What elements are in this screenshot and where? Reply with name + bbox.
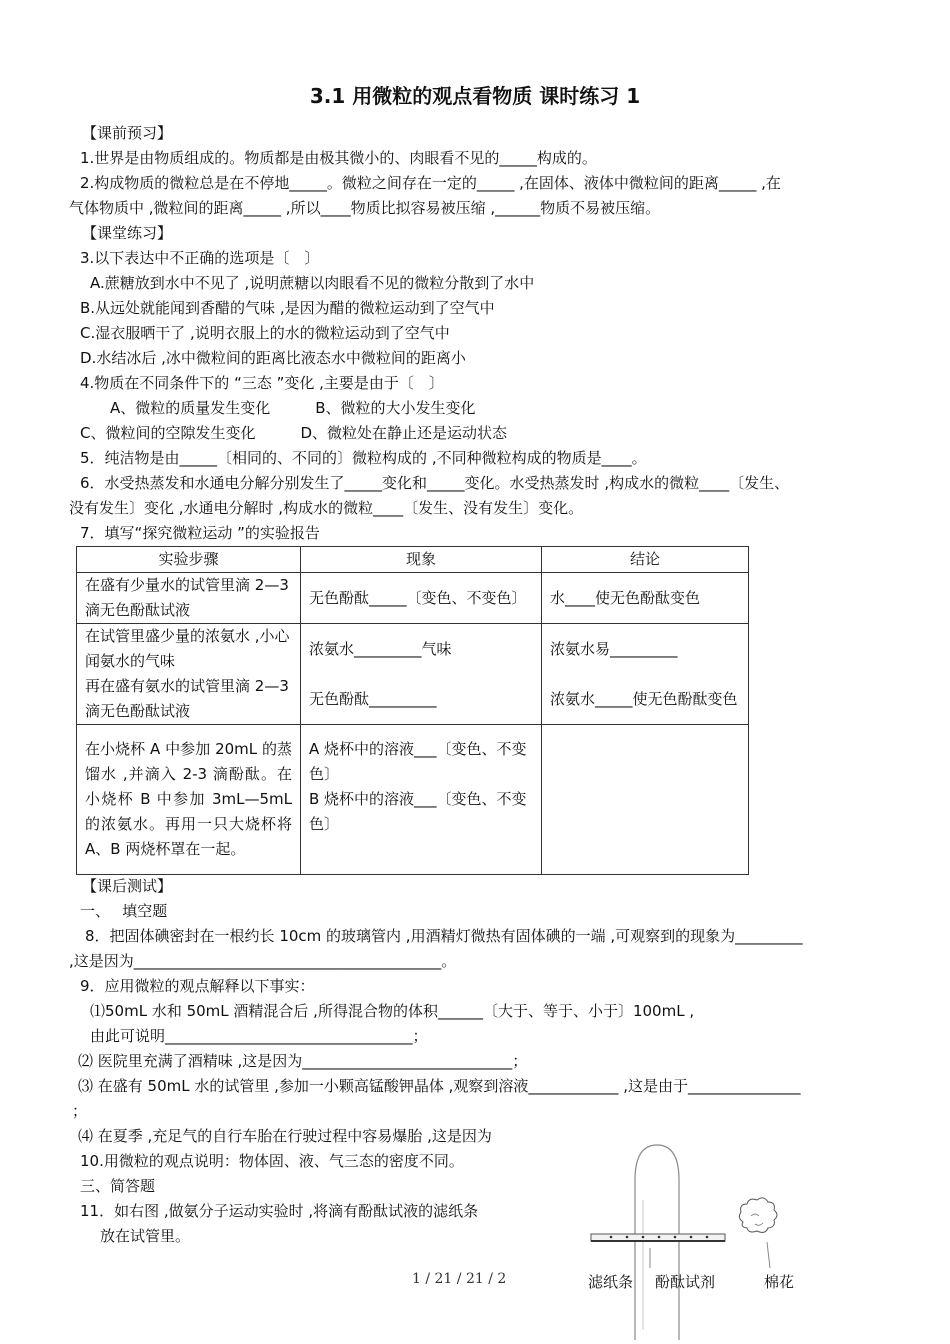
table-cell: 水____使无色酚酞变色 [542,573,749,624]
question-8-line-2: ,这是因为_________________________________________。 [69,952,457,970]
question-4: 4.物质在不同条件下的 “三态 ”变化 ,主要是由于〔 〕 [80,374,444,392]
phenolphthalein-drop [674,1236,677,1239]
question-5: 5．纯洁物是由_____〔相同的、不同的〕微粒构成的 ,不同种微粒构成的物质是____。 [80,449,647,467]
table-row [77,573,749,624]
table-row [77,624,749,725]
question-9-1-line-1: ⑴50mL 水和 50mL 酒精混合后 ,所得混合物的体积______〔大于、等于、小于〕100mL , [90,1002,695,1020]
question-9-1-line-2: 由此可说明_________________________________； [90,1027,428,1045]
label-phenolphthalein: 酚酞试剂 [655,1273,716,1291]
section-header-post: 【课后测试】 [82,877,173,895]
experiment-report-table [76,546,749,875]
phenolphthalein-drop [706,1236,709,1239]
question-9-4: ⑷ 在夏季 ,充足气的自行车胎在行驶过程中容易爆胎 ,这是因为 [78,1127,492,1145]
table-header: 结论 [542,547,749,573]
table-cell [542,624,749,725]
table-cell-text: 浓氨水易_________ [550,639,678,658]
phenolphthalein-drop [690,1236,693,1239]
table-cell: 在盛有少量水的试管里滴 2—3 滴无色酚酞试液 [77,573,301,624]
table-cell: 无色酚酞_____〔变色、不变色〕 [301,573,542,624]
section-fill-blank: 一、 填空题 [80,902,168,920]
cotton-detail [751,1214,763,1225]
table-header: 现象 [301,547,542,573]
section-header-class: 【课堂练习】 [82,224,173,242]
question-6-line-2: 没有发生〕变化 ,水通电分解时 ,构成水的微粒____〔发生、没有发生〕变化。 [69,499,584,517]
table-cell: 在小烧杯 A 中参加 20mL 的蒸馏水 ,并滴入 2-3 滴酚酞。在小烧杯 B 中参加 3mL—5mL 的浓氨水。再用一只大烧杯将 A、B 两烧杯罩在一起。 [77,725,301,875]
label-cotton: 棉花 [764,1273,795,1291]
question-4-options-ab: A、微粒的质量发生变化 B、微粒的大小发生变化 [110,399,476,417]
page-title: 3.1 用微粒的观点看物质 课时练习 1 [309,84,641,108]
question-1: 1.世界是由物质组成的。物质都是由极其微小的、肉眼看不见的_____构成的。 [80,149,597,167]
section-header-preview: 【课前预习】 [82,124,173,142]
table-cell [542,725,749,875]
question-3: 3.以下表达中不正确的选项是〔 〕 [80,249,320,267]
phenolphthalein-drop [642,1236,645,1239]
question-3-option-c: C.湿衣服晒干了 ,说明衣服上的水的微粒运动到了空气中 [80,324,450,342]
question-7: 7．填写“探究微粒运动 ”的实验报告 [80,524,320,542]
question-9: 9．应用微粒的观点解释以下事实： [80,977,315,995]
table-cell-text: 在试管里盛少量的浓氨水 ,小心闻氨水的气味 [85,627,290,670]
question-2-line-2: 气体物质中 ,微粒间的距离_____ ,所以____物质比拟容易被压缩 ,______物质不易被压缩。 [69,199,661,217]
question-8-line-1: 8．把固体碘密封在一根约长 10cm 的玻璃管内 ,用酒精灯微热有固体碘的一端 ,可观察到的现象为_________ [85,927,803,945]
test-tube-outline [635,1145,679,1340]
test-tube-figure [575,1140,805,1344]
table-cell-text: 浓氨水_____使无色酚酞变色 [550,689,738,708]
question-3-option-d: D.水结冰后 ,冰中微粒间的距离比液态水中微粒间的距离小 [80,349,466,367]
question-6-line-1: 6．水受热蒸发和水通电分解分别发生了_____变化和_____变化。水受热蒸发时 ,构成水的微粒____〔发生、 [80,474,790,492]
table-cell-text: 无色酚酞_________ [309,689,437,708]
question-9-3-line-1: ⑶ 在盛有 50mL 水的试管里 ,参加一小颗高锰酸钾晶体 ,观察到溶液____________ ,这是由于_______________ [78,1077,801,1095]
phenolphthalein-drop [610,1236,613,1239]
table-cell-text: A 烧杯中的溶液___〔变色、不变色〕 [309,740,527,783]
table-cell [77,624,301,725]
phenolphthalein-drop [658,1236,661,1239]
question-11-line-2: 放在试管里。 [100,1227,191,1245]
table-cell-text: 再在盛有氨水的试管里滴 2—3 滴无色酚酞试液 [85,677,289,720]
label-pointer [767,1242,770,1268]
question-2-line-1: 2.构成物质的微粒总是在不停地_____。微粒之间存在一定的_____ ,在固体、液体中微粒间的距离_____ ,在 [80,174,781,192]
table-row [77,725,749,875]
question-11-line-1: 11．如右图 ,做氨分子运动实验时 ,将滴有酚酞试液的滤纸条 [80,1202,479,1220]
table-cell [301,725,542,875]
question-3-option-a: A.蔗糖放到水中不见了 ,说明蔗糖以肉眼看不见的微粒分散到了水中 [90,274,535,292]
question-9-3-line-2: ； [72,1102,88,1120]
table-header-row [77,547,749,573]
table-cell [301,624,542,725]
table-header: 实验步骤 [77,547,301,573]
question-10: 10.用微粒的观点说明：物体固、液、气三态的密度不同。 [80,1152,464,1170]
label-filter-paper: 滤纸条 [588,1273,634,1291]
question-4-options-cd: C、微粒间的空隙发生变化 D、微粒处在静止还是运动状态 [80,424,508,442]
question-9-2: ⑵ 医院里充满了酒精味 ,这是因为____________________________； [78,1052,528,1070]
section-short-answer: 三、简答题 [80,1177,156,1195]
table-cell-text: B 烧杯中的溶液___〔变色、不变色〕 [309,790,527,833]
page-footer: 1 / 21 / 21 / 2 [412,1271,507,1287]
question-3-option-b: B.从远处就能闻到香醋的气味 ,是因为醋的微粒运动到了空气中 [80,299,495,317]
phenolphthalein-drop [626,1236,629,1239]
table-cell-text: 浓氨水_________气味 [309,639,452,658]
